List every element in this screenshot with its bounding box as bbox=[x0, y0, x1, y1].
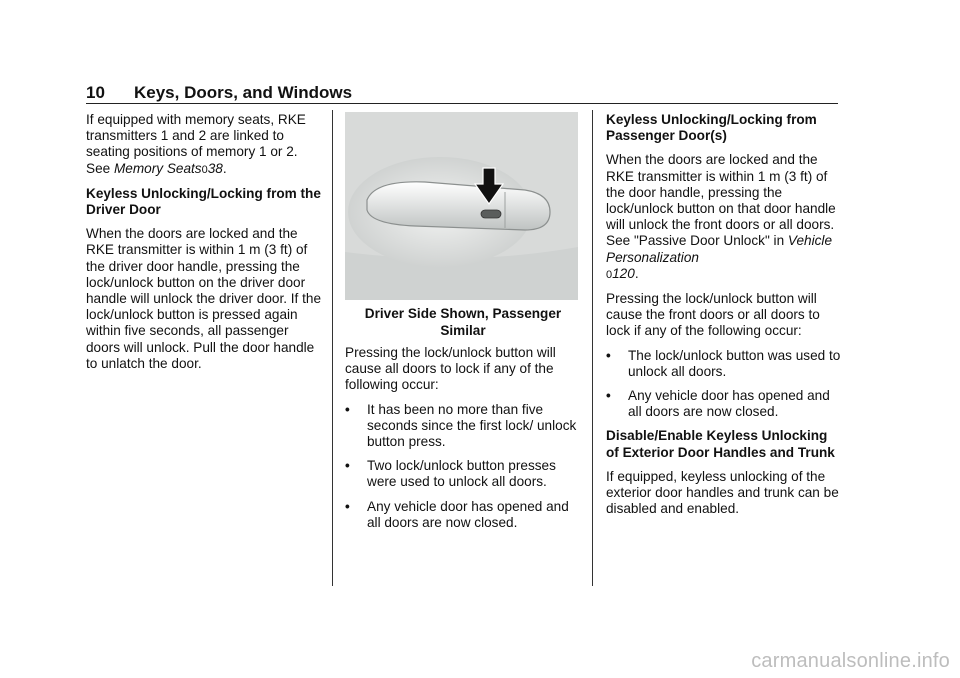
photo-caption: Driver Side Shown, Passenger Similar bbox=[364, 306, 562, 338]
memory-seats-paragraph: If equipped with memory seats, RKE transmitters 1 and 2 are linked to seating positions of memory 1 or 2. See Memory Seats038. bbox=[86, 112, 306, 176]
page-header bbox=[86, 82, 838, 104]
list-item: • Any vehicle door has opened and all doors are now closed. bbox=[606, 388, 830, 420]
front-doors-lock-paragraph: Pressing the lock/unlock button will cause the front doors or all doors to lock if any of the following occur: bbox=[606, 291, 820, 339]
lock-unlock-button-icon bbox=[481, 210, 501, 218]
bullet-icon: • bbox=[345, 401, 350, 417]
chapter-title: Keys, Doors, and Windows bbox=[134, 83, 353, 102]
page-ref-icon: 0 bbox=[201, 163, 208, 176]
door-handle-image bbox=[345, 112, 578, 300]
column-right bbox=[606, 112, 842, 525]
list-item: • It has been no more than five seconds since the first lock/ unlock button press. bbox=[345, 401, 577, 450]
vehicle-personalization-link[interactable]: Vehicle Personalization bbox=[606, 233, 833, 265]
bullet-icon: • bbox=[345, 458, 350, 474]
list-item: • Two lock/unlock button presses were used to unlock all doors. bbox=[345, 458, 556, 490]
bullet-icon: • bbox=[345, 498, 350, 514]
passenger-door-paragraph: When the doors are locked and the RKE transmitter is within 1 m (3 ft) of the door handle, pressing the lock/unlock button on that door handle will unlock the front doors or all doors. See "Passive Door Unlock" in Vehicle Personalization 0120. bbox=[606, 152, 836, 281]
watermark: carmanualsonline.info bbox=[751, 650, 950, 672]
passenger-door-heading: Keyless Unlocking/Locking from Passenger Door(s) bbox=[606, 112, 817, 144]
page-number: 10 bbox=[86, 83, 105, 102]
memory-seats-link[interactable]: Memory Seats bbox=[113, 160, 202, 176]
list-item: • The lock/unlock button was used to unlock all doors. bbox=[606, 347, 841, 379]
memory-seats-page[interactable]: 38 bbox=[207, 160, 223, 176]
column-divider-right bbox=[592, 110, 593, 586]
header-rule bbox=[86, 103, 838, 104]
vehicle-personalization-page[interactable]: 120 bbox=[612, 265, 635, 281]
lock-conditions-intro: Pressing the lock/unlock button will cause all doors to lock if any of the following occur: bbox=[345, 345, 556, 393]
driver-door-heading: Keyless Unlocking/Locking from the Driver Door bbox=[86, 185, 321, 218]
door-handle-illustration bbox=[345, 112, 578, 300]
disable-enable-heading: Disable/Enable Keyless Unlocking of Exterior Door Handles and Trunk bbox=[606, 428, 835, 460]
page-ref-icon: 0 bbox=[606, 268, 613, 281]
driver-door-paragraph: When the doors are locked and the RKE transmitter is within 1 m (3 ft) of the driver door handle, pressing the lock/unlock button on the driver door handle will unlock the driver door. If the lock/unlock button is pressed again within five seconds, all passenger doors will unlock. Pull the door handle to unlatch the door. bbox=[86, 226, 322, 371]
column-divider-left bbox=[332, 110, 333, 586]
bullet-icon: • bbox=[606, 347, 611, 363]
list-item: • Any vehicle door has opened and all doors are now closed. bbox=[345, 498, 569, 530]
column-left bbox=[86, 112, 322, 380]
column-middle bbox=[345, 345, 581, 539]
disable-enable-paragraph: If equipped, keyless unlocking of the exterior door handles and trunk can be disabled and enabled. bbox=[606, 468, 839, 517]
bullet-icon: • bbox=[606, 388, 611, 404]
